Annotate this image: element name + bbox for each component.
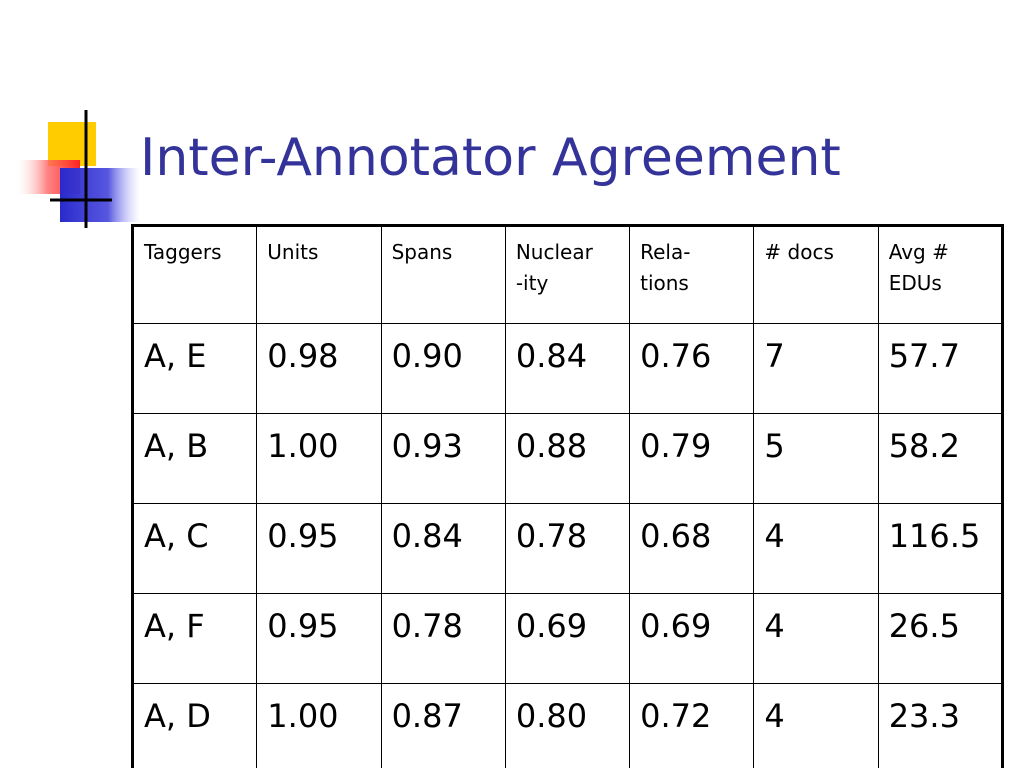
table-cell: 4 (754, 504, 878, 594)
table-row (133, 414, 1003, 504)
table-cell: 0.72 (630, 684, 754, 768)
header-units: Units (257, 226, 381, 324)
table-cell: 0.95 (257, 594, 381, 684)
table-cell: 0.78 (505, 504, 629, 594)
table-cell: 0.80 (505, 684, 629, 768)
table-cell: A, E (133, 324, 257, 414)
slide-title: Inter-Annotator Agreement (140, 128, 841, 188)
table-cell: A, D (133, 684, 257, 768)
header-taggers: Taggers (133, 226, 257, 324)
blue-bar (60, 168, 140, 222)
table-cell: 1.00 (257, 414, 381, 504)
header-spans: Spans (381, 226, 505, 324)
yellow-square (48, 122, 96, 166)
table-cell: 58.2 (878, 414, 1002, 504)
table-cell: 0.76 (630, 324, 754, 414)
table-cell: 116.5 (878, 504, 1002, 594)
table-cell: 0.84 (381, 504, 505, 594)
table-row (133, 594, 1003, 684)
table-header-row (133, 226, 1003, 324)
table-cell: 57.7 (878, 324, 1002, 414)
table-cell: A, B (133, 414, 257, 504)
table-cell: 0.84 (505, 324, 629, 414)
table-cell: 0.98 (257, 324, 381, 414)
table-cell: 0.93 (381, 414, 505, 504)
table-cell: 26.5 (878, 594, 1002, 684)
table-cell: 0.88 (505, 414, 629, 504)
header-nuclearity: Nuclear -ity (505, 226, 629, 324)
table-cell: 23.3 (878, 684, 1002, 768)
table-cell: 0.68 (630, 504, 754, 594)
header-avg-edus: Avg # EDUs (878, 226, 1002, 324)
table-cell: 5 (754, 414, 878, 504)
table-cell: 0.79 (630, 414, 754, 504)
table-cell: 0.90 (381, 324, 505, 414)
table-cell: 4 (754, 594, 878, 684)
table-cell: 0.78 (381, 594, 505, 684)
table-cell: A, C (133, 504, 257, 594)
table-cell: 4 (754, 684, 878, 768)
header-docs: # docs (754, 226, 878, 324)
table-cell: 0.69 (505, 594, 629, 684)
table-cell: 0.95 (257, 504, 381, 594)
table-cell: 1.00 (257, 684, 381, 768)
header-relations: Rela- tions (630, 226, 754, 324)
table-row (133, 684, 1003, 768)
table-cell: 0.87 (381, 684, 505, 768)
table-cell: 7 (754, 324, 878, 414)
slide-decoration-logo (0, 0, 140, 240)
table-row (133, 324, 1003, 414)
table-cell: A, F (133, 594, 257, 684)
table-row (133, 504, 1003, 594)
table-cell: 0.69 (630, 594, 754, 684)
agreement-table (131, 224, 1004, 768)
